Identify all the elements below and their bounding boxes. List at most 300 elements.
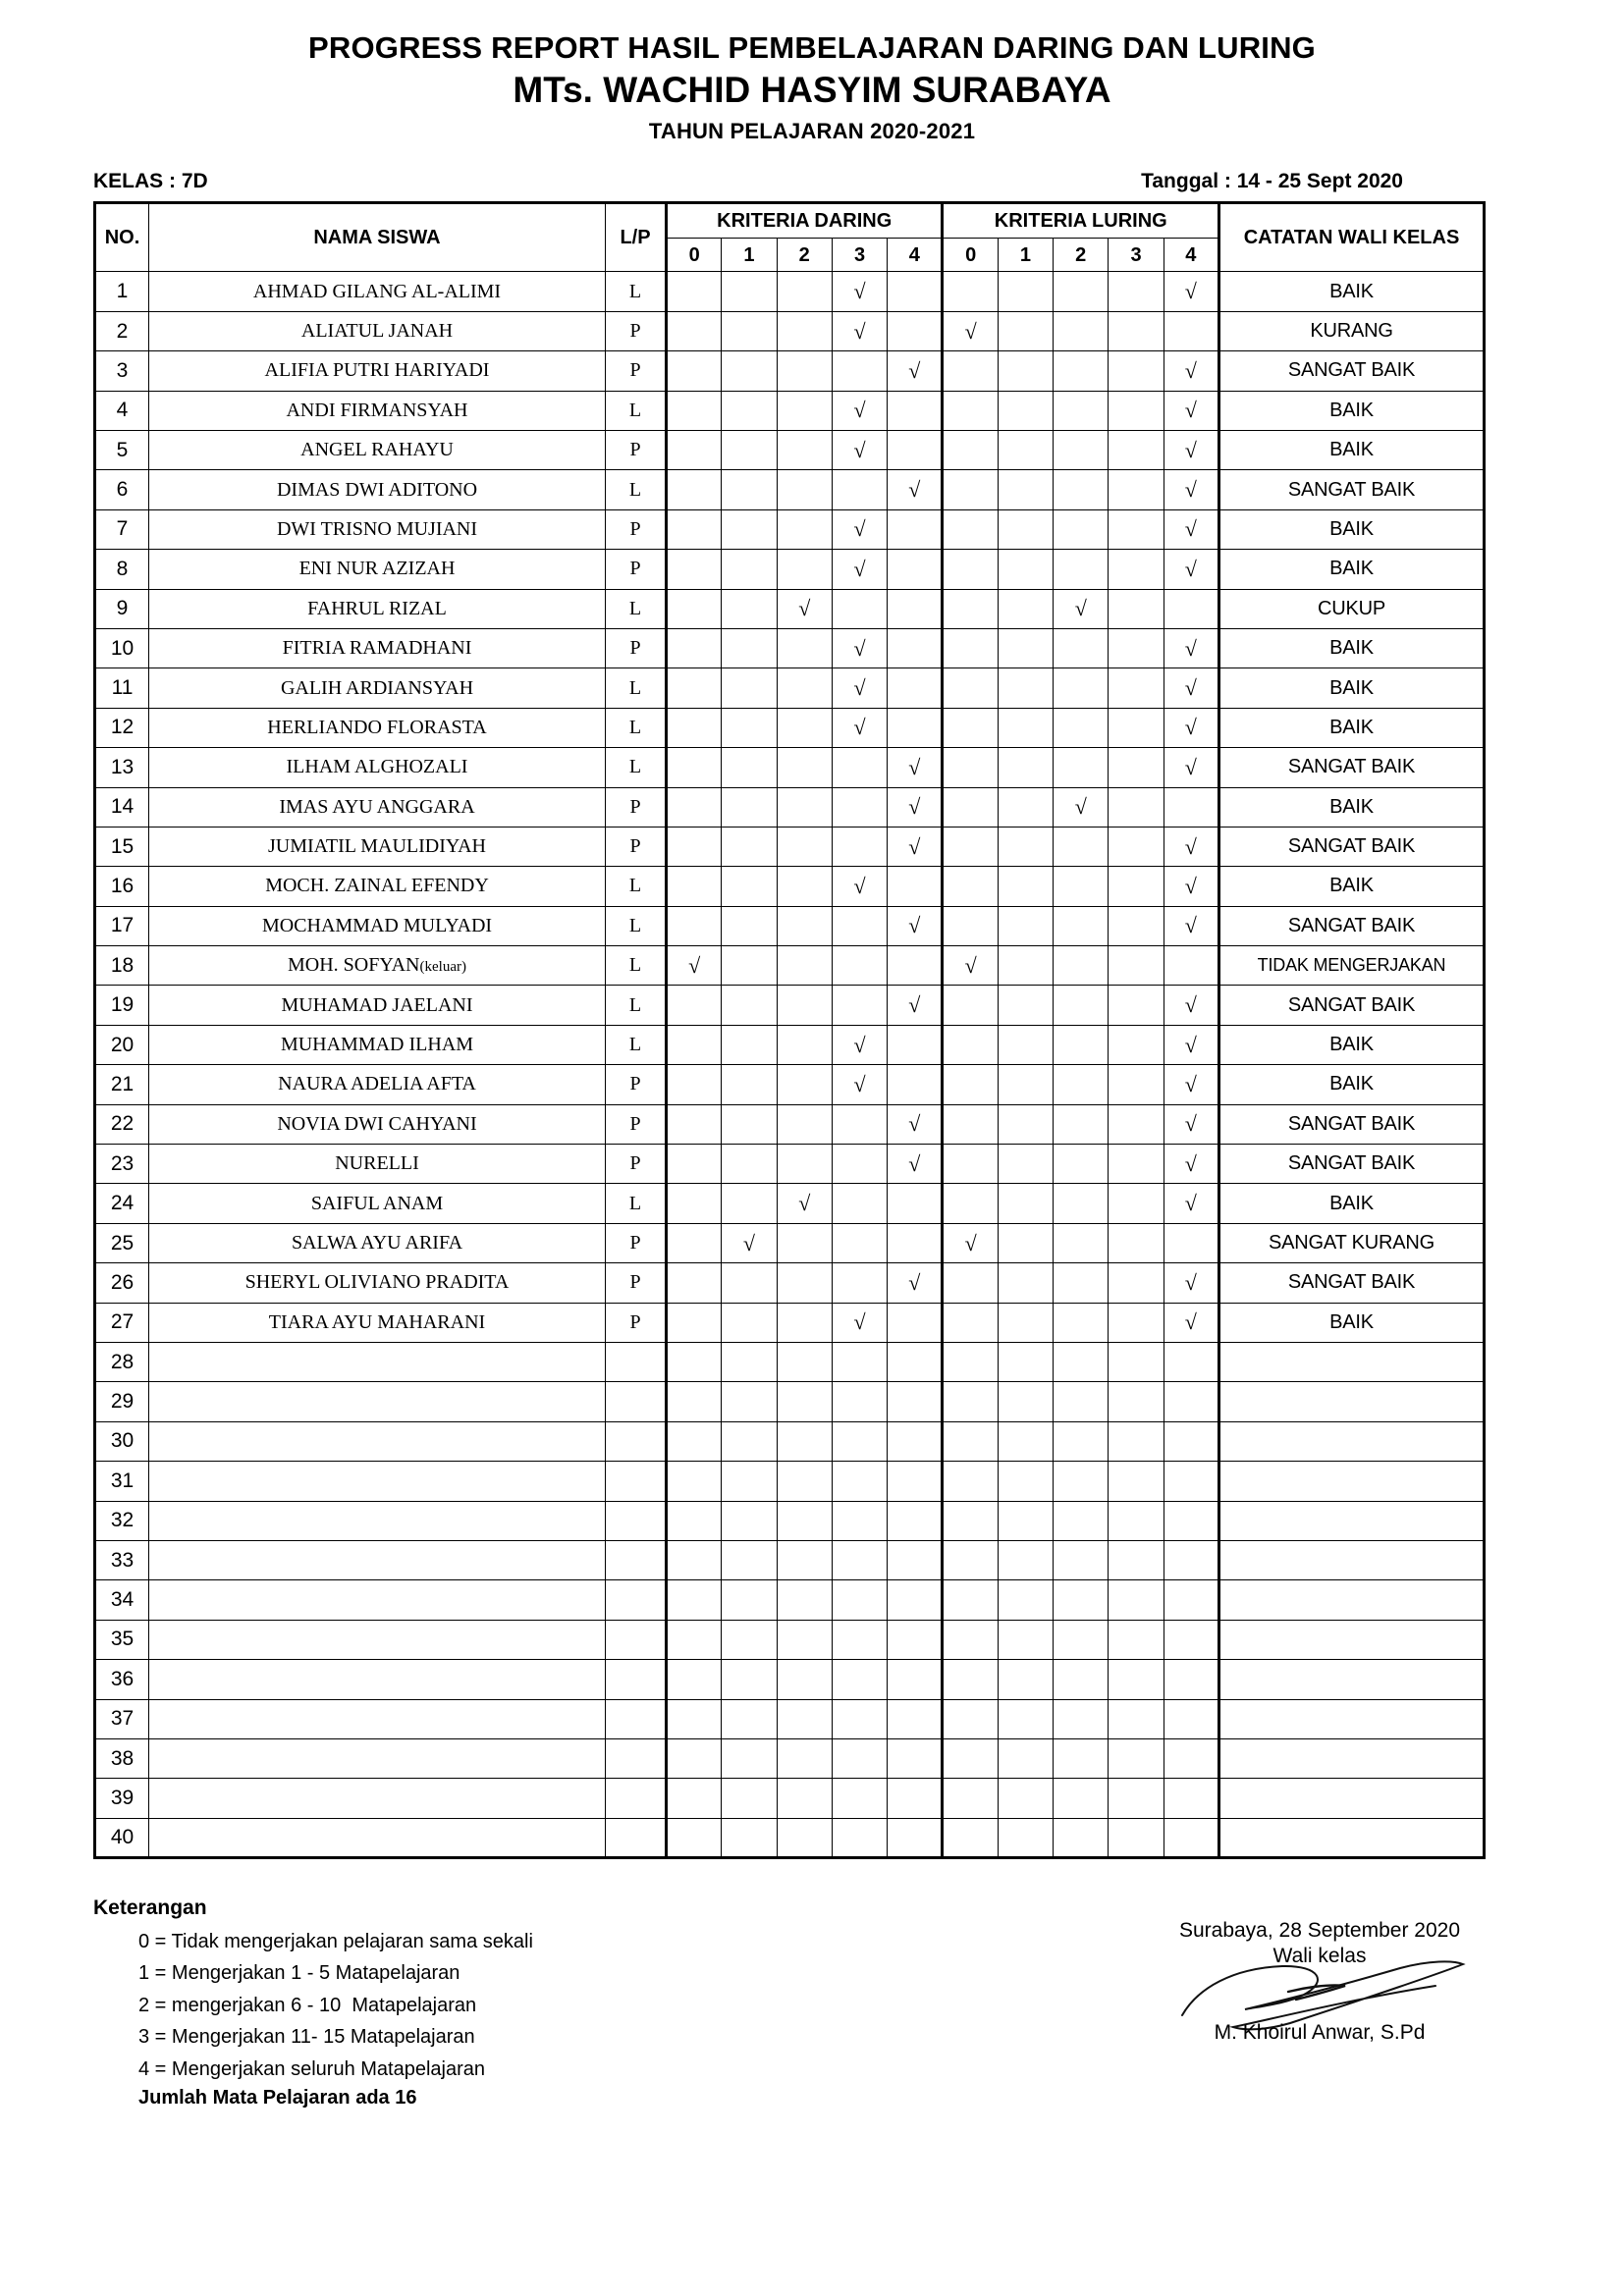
cell-luring-4[interactable]: √ <box>1164 351 1218 391</box>
cell-luring-4[interactable]: √ <box>1164 1145 1218 1184</box>
cell-luring-1[interactable] <box>998 787 1053 827</box>
cell-daring-3[interactable] <box>832 1263 887 1303</box>
cell-luring-2[interactable] <box>1054 470 1109 509</box>
table-row[interactable] <box>95 589 1485 628</box>
table-row[interactable] <box>95 311 1485 350</box>
cell-luring-0[interactable] <box>943 1025 998 1064</box>
cell-daring-1[interactable] <box>722 272 777 311</box>
cell-luring-2[interactable] <box>1054 311 1109 350</box>
cell-daring-3[interactable] <box>832 1501 887 1540</box>
cell-luring-0[interactable] <box>943 1501 998 1540</box>
cell-luring-2[interactable] <box>1054 1540 1109 1579</box>
table-row[interactable] <box>95 1104 1485 1144</box>
cell-luring-2[interactable] <box>1054 391 1109 430</box>
cell-daring-4[interactable] <box>888 1382 943 1421</box>
cell-luring-4[interactable]: √ <box>1164 1025 1218 1064</box>
cell-luring-0[interactable] <box>943 1580 998 1620</box>
cell-luring-2[interactable] <box>1054 431 1109 470</box>
cell-luring-1[interactable] <box>998 708 1053 747</box>
cell-daring-3[interactable] <box>832 1620 887 1659</box>
cell-daring-4[interactable] <box>888 628 943 667</box>
cell-luring-4[interactable] <box>1164 1421 1218 1461</box>
cell-luring-0[interactable] <box>943 986 998 1025</box>
cell-luring-4[interactable] <box>1164 1342 1218 1381</box>
cell-daring-3[interactable] <box>832 1145 887 1184</box>
cell-luring-1[interactable] <box>998 668 1053 708</box>
cell-daring-3[interactable] <box>832 1104 887 1144</box>
cell-luring-3[interactable] <box>1109 867 1164 906</box>
cell-daring-2[interactable]: √ <box>777 1184 832 1223</box>
cell-luring-1[interactable] <box>998 748 1053 787</box>
table-row[interactable] <box>95 1145 1485 1184</box>
cell-daring-1[interactable] <box>722 1263 777 1303</box>
cell-luring-4[interactable] <box>1164 1501 1218 1540</box>
cell-luring-1[interactable] <box>998 1145 1053 1184</box>
cell-daring-4[interactable]: √ <box>888 1263 943 1303</box>
cell-daring-1[interactable] <box>722 351 777 391</box>
table-row[interactable] <box>95 550 1485 589</box>
cell-luring-0[interactable] <box>943 589 998 628</box>
cell-daring-3[interactable] <box>832 906 887 945</box>
cell-daring-2[interactable] <box>777 1263 832 1303</box>
cell-daring-0[interactable] <box>667 1660 722 1699</box>
cell-daring-1[interactable] <box>722 1303 777 1342</box>
cell-daring-3[interactable] <box>832 589 887 628</box>
cell-daring-0[interactable] <box>667 1025 722 1064</box>
cell-daring-2[interactable] <box>777 509 832 549</box>
cell-daring-0[interactable] <box>667 1184 722 1223</box>
cell-daring-4[interactable] <box>888 311 943 350</box>
table-row[interactable] <box>95 1699 1485 1738</box>
cell-luring-2[interactable] <box>1054 1025 1109 1064</box>
cell-luring-3[interactable] <box>1109 1104 1164 1144</box>
cell-luring-2[interactable] <box>1054 867 1109 906</box>
table-row[interactable] <box>95 1065 1485 1104</box>
cell-luring-1[interactable] <box>998 1660 1053 1699</box>
cell-luring-1[interactable] <box>998 1184 1053 1223</box>
cell-luring-3[interactable] <box>1109 628 1164 667</box>
cell-daring-0[interactable] <box>667 311 722 350</box>
cell-luring-0[interactable] <box>943 1699 998 1738</box>
table-row[interactable] <box>95 1580 1485 1620</box>
cell-luring-1[interactable] <box>998 628 1053 667</box>
table-row[interactable] <box>95 1025 1485 1064</box>
table-row[interactable] <box>95 1342 1485 1381</box>
cell-daring-1[interactable] <box>722 1025 777 1064</box>
cell-luring-0[interactable] <box>943 1382 998 1421</box>
cell-luring-3[interactable] <box>1109 509 1164 549</box>
cell-daring-1[interactable] <box>722 1699 777 1738</box>
cell-luring-4[interactable]: √ <box>1164 1303 1218 1342</box>
cell-luring-3[interactable] <box>1109 431 1164 470</box>
cell-luring-1[interactable] <box>998 827 1053 866</box>
table-row[interactable] <box>95 986 1485 1025</box>
cell-luring-4[interactable] <box>1164 311 1218 350</box>
cell-daring-3[interactable]: √ <box>832 708 887 747</box>
cell-daring-4[interactable] <box>888 1184 943 1223</box>
cell-daring-2[interactable] <box>777 1660 832 1699</box>
cell-daring-0[interactable] <box>667 708 722 747</box>
cell-luring-4[interactable] <box>1164 787 1218 827</box>
cell-luring-1[interactable] <box>998 906 1053 945</box>
cell-luring-3[interactable] <box>1109 1065 1164 1104</box>
cell-daring-1[interactable] <box>722 986 777 1025</box>
cell-luring-4[interactable]: √ <box>1164 272 1218 311</box>
cell-daring-2[interactable] <box>777 1818 832 1857</box>
cell-daring-4[interactable] <box>888 1421 943 1461</box>
cell-daring-1[interactable] <box>722 1818 777 1857</box>
cell-luring-1[interactable] <box>998 1104 1053 1144</box>
cell-daring-3[interactable] <box>832 470 887 509</box>
cell-daring-2[interactable] <box>777 550 832 589</box>
cell-luring-4[interactable]: √ <box>1164 906 1218 945</box>
cell-daring-3[interactable] <box>832 946 887 986</box>
cell-luring-0[interactable] <box>943 272 998 311</box>
cell-luring-3[interactable] <box>1109 1699 1164 1738</box>
cell-daring-1[interactable] <box>722 946 777 986</box>
cell-daring-2[interactable] <box>777 1620 832 1659</box>
cell-luring-4[interactable]: √ <box>1164 550 1218 589</box>
cell-daring-0[interactable] <box>667 906 722 945</box>
cell-daring-2[interactable] <box>777 1501 832 1540</box>
cell-daring-4[interactable] <box>888 1738 943 1778</box>
cell-daring-0[interactable] <box>667 827 722 866</box>
cell-daring-0[interactable] <box>667 1421 722 1461</box>
cell-luring-4[interactable] <box>1164 946 1218 986</box>
cell-daring-0[interactable] <box>667 431 722 470</box>
cell-daring-2[interactable] <box>777 470 832 509</box>
table-row[interactable] <box>95 1501 1485 1540</box>
cell-luring-0[interactable] <box>943 1779 998 1818</box>
cell-daring-1[interactable] <box>722 1382 777 1421</box>
cell-daring-0[interactable] <box>667 509 722 549</box>
cell-daring-0[interactable] <box>667 1303 722 1342</box>
cell-luring-0[interactable]: √ <box>943 946 998 986</box>
cell-daring-3[interactable]: √ <box>832 431 887 470</box>
cell-daring-3[interactable]: √ <box>832 391 887 430</box>
cell-daring-4[interactable]: √ <box>888 906 943 945</box>
cell-daring-4[interactable] <box>888 867 943 906</box>
cell-luring-3[interactable] <box>1109 1342 1164 1381</box>
cell-daring-2[interactable] <box>777 787 832 827</box>
cell-daring-1[interactable] <box>722 906 777 945</box>
cell-luring-3[interactable] <box>1109 1540 1164 1579</box>
cell-luring-3[interactable] <box>1109 1580 1164 1620</box>
cell-daring-2[interactable] <box>777 1580 832 1620</box>
cell-daring-0[interactable] <box>667 668 722 708</box>
cell-daring-3[interactable] <box>832 1779 887 1818</box>
cell-daring-1[interactable] <box>722 1462 777 1501</box>
cell-daring-3[interactable] <box>832 1580 887 1620</box>
cell-daring-1[interactable] <box>722 1660 777 1699</box>
cell-luring-2[interactable] <box>1054 1738 1109 1778</box>
cell-luring-3[interactable] <box>1109 986 1164 1025</box>
cell-luring-4[interactable] <box>1164 1462 1218 1501</box>
cell-daring-1[interactable] <box>722 1580 777 1620</box>
table-row[interactable] <box>95 272 1485 311</box>
cell-luring-0[interactable] <box>943 1184 998 1223</box>
cell-luring-2[interactable] <box>1054 1421 1109 1461</box>
cell-luring-4[interactable] <box>1164 589 1218 628</box>
cell-luring-2[interactable] <box>1054 946 1109 986</box>
cell-daring-2[interactable] <box>777 1462 832 1501</box>
cell-luring-1[interactable] <box>998 1699 1053 1738</box>
cell-daring-1[interactable] <box>722 1501 777 1540</box>
cell-luring-4[interactable] <box>1164 1580 1218 1620</box>
cell-daring-3[interactable]: √ <box>832 272 887 311</box>
cell-luring-2[interactable] <box>1054 1660 1109 1699</box>
cell-daring-1[interactable] <box>722 748 777 787</box>
cell-luring-1[interactable] <box>998 1818 1053 1857</box>
cell-luring-3[interactable] <box>1109 748 1164 787</box>
cell-luring-3[interactable] <box>1109 1223 1164 1262</box>
cell-luring-3[interactable] <box>1109 946 1164 986</box>
cell-luring-0[interactable] <box>943 827 998 866</box>
cell-daring-1[interactable] <box>722 550 777 589</box>
cell-luring-4[interactable]: √ <box>1164 1065 1218 1104</box>
table-row[interactable] <box>95 1818 1485 1857</box>
cell-daring-0[interactable] <box>667 1620 722 1659</box>
cell-daring-1[interactable] <box>722 668 777 708</box>
cell-luring-2[interactable] <box>1054 1620 1109 1659</box>
cell-daring-1[interactable] <box>722 1342 777 1381</box>
cell-luring-0[interactable] <box>943 787 998 827</box>
cell-daring-2[interactable]: √ <box>777 589 832 628</box>
cell-daring-3[interactable] <box>832 1738 887 1778</box>
cell-daring-4[interactable] <box>888 1540 943 1579</box>
cell-daring-0[interactable] <box>667 1462 722 1501</box>
cell-luring-2[interactable] <box>1054 1303 1109 1342</box>
cell-daring-4[interactable] <box>888 708 943 747</box>
cell-daring-3[interactable] <box>832 1382 887 1421</box>
cell-luring-2[interactable] <box>1054 906 1109 945</box>
cell-luring-2[interactable] <box>1054 1065 1109 1104</box>
cell-luring-3[interactable] <box>1109 668 1164 708</box>
cell-luring-4[interactable]: √ <box>1164 1104 1218 1144</box>
cell-luring-1[interactable] <box>998 550 1053 589</box>
cell-luring-3[interactable] <box>1109 787 1164 827</box>
cell-daring-4[interactable]: √ <box>888 827 943 866</box>
cell-luring-0[interactable]: √ <box>943 311 998 350</box>
cell-luring-2[interactable] <box>1054 1818 1109 1857</box>
cell-luring-0[interactable] <box>943 1620 998 1659</box>
cell-luring-1[interactable] <box>998 1540 1053 1579</box>
cell-luring-0[interactable] <box>943 1145 998 1184</box>
cell-luring-2[interactable] <box>1054 1223 1109 1262</box>
cell-luring-2[interactable] <box>1054 1382 1109 1421</box>
cell-luring-3[interactable] <box>1109 311 1164 350</box>
cell-daring-0[interactable] <box>667 1699 722 1738</box>
cell-daring-3[interactable] <box>832 1342 887 1381</box>
cell-daring-4[interactable] <box>888 509 943 549</box>
cell-luring-4[interactable]: √ <box>1164 470 1218 509</box>
cell-luring-3[interactable] <box>1109 272 1164 311</box>
cell-daring-4[interactable] <box>888 1620 943 1659</box>
cell-luring-2[interactable] <box>1054 668 1109 708</box>
cell-luring-4[interactable] <box>1164 1382 1218 1421</box>
cell-luring-0[interactable] <box>943 867 998 906</box>
cell-luring-4[interactable]: √ <box>1164 748 1218 787</box>
cell-daring-2[interactable] <box>777 1540 832 1579</box>
cell-luring-0[interactable] <box>943 431 998 470</box>
table-row[interactable] <box>95 1184 1485 1223</box>
cell-luring-1[interactable] <box>998 272 1053 311</box>
cell-luring-4[interactable] <box>1164 1620 1218 1659</box>
cell-daring-4[interactable] <box>888 589 943 628</box>
table-row[interactable] <box>95 351 1485 391</box>
cell-luring-0[interactable] <box>943 1818 998 1857</box>
table-row[interactable] <box>95 867 1485 906</box>
cell-luring-0[interactable] <box>943 748 998 787</box>
cell-luring-3[interactable] <box>1109 1779 1164 1818</box>
cell-daring-0[interactable] <box>667 391 722 430</box>
cell-daring-3[interactable] <box>832 986 887 1025</box>
cell-daring-0[interactable] <box>667 787 722 827</box>
cell-luring-1[interactable] <box>998 946 1053 986</box>
cell-daring-3[interactable]: √ <box>832 509 887 549</box>
cell-daring-4[interactable] <box>888 391 943 430</box>
cell-daring-0[interactable] <box>667 1501 722 1540</box>
cell-daring-4[interactable] <box>888 1699 943 1738</box>
cell-luring-1[interactable] <box>998 1025 1053 1064</box>
cell-luring-4[interactable]: √ <box>1164 509 1218 549</box>
cell-luring-0[interactable] <box>943 391 998 430</box>
cell-luring-1[interactable] <box>998 1223 1053 1262</box>
cell-daring-2[interactable] <box>777 1025 832 1064</box>
cell-daring-0[interactable]: √ <box>667 946 722 986</box>
cell-daring-2[interactable] <box>777 906 832 945</box>
cell-daring-3[interactable]: √ <box>832 311 887 350</box>
cell-daring-4[interactable]: √ <box>888 1145 943 1184</box>
cell-daring-2[interactable] <box>777 351 832 391</box>
table-row[interactable] <box>95 1263 1485 1303</box>
cell-luring-2[interactable] <box>1054 827 1109 866</box>
cell-luring-3[interactable] <box>1109 1738 1164 1778</box>
cell-daring-0[interactable] <box>667 1342 722 1381</box>
cell-daring-3[interactable] <box>832 1421 887 1461</box>
cell-luring-2[interactable] <box>1054 1342 1109 1381</box>
cell-daring-4[interactable] <box>888 1462 943 1501</box>
cell-luring-4[interactable] <box>1164 1540 1218 1579</box>
cell-luring-4[interactable] <box>1164 1660 1218 1699</box>
table-row[interactable] <box>95 946 1485 986</box>
cell-luring-3[interactable] <box>1109 550 1164 589</box>
cell-luring-3[interactable] <box>1109 827 1164 866</box>
cell-daring-2[interactable] <box>777 272 832 311</box>
cell-daring-1[interactable] <box>722 1065 777 1104</box>
cell-luring-2[interactable] <box>1054 748 1109 787</box>
cell-luring-3[interactable] <box>1109 391 1164 430</box>
cell-daring-1[interactable] <box>722 1540 777 1579</box>
cell-daring-4[interactable] <box>888 1501 943 1540</box>
cell-daring-0[interactable] <box>667 1145 722 1184</box>
cell-daring-0[interactable] <box>667 1382 722 1421</box>
cell-luring-1[interactable] <box>998 1620 1053 1659</box>
cell-daring-2[interactable] <box>777 748 832 787</box>
cell-luring-4[interactable] <box>1164 1223 1218 1262</box>
cell-luring-3[interactable] <box>1109 708 1164 747</box>
cell-luring-1[interactable] <box>998 1342 1053 1381</box>
cell-luring-2[interactable] <box>1054 509 1109 549</box>
cell-daring-0[interactable] <box>667 1580 722 1620</box>
cell-daring-4[interactable] <box>888 431 943 470</box>
cell-luring-2[interactable]: √ <box>1054 589 1109 628</box>
cell-daring-2[interactable] <box>777 1699 832 1738</box>
cell-luring-4[interactable]: √ <box>1164 391 1218 430</box>
cell-luring-3[interactable] <box>1109 351 1164 391</box>
cell-daring-2[interactable] <box>777 708 832 747</box>
cell-daring-4[interactable] <box>888 272 943 311</box>
cell-daring-1[interactable] <box>722 1779 777 1818</box>
cell-luring-3[interactable] <box>1109 1660 1164 1699</box>
cell-luring-2[interactable] <box>1054 351 1109 391</box>
cell-luring-4[interactable]: √ <box>1164 867 1218 906</box>
cell-daring-2[interactable] <box>777 1421 832 1461</box>
cell-luring-3[interactable] <box>1109 589 1164 628</box>
cell-daring-0[interactable] <box>667 1738 722 1778</box>
cell-daring-2[interactable] <box>777 946 832 986</box>
cell-luring-3[interactable] <box>1109 1501 1164 1540</box>
cell-daring-3[interactable]: √ <box>832 1303 887 1342</box>
cell-daring-1[interactable]: √ <box>722 1223 777 1262</box>
cell-luring-1[interactable] <box>998 351 1053 391</box>
cell-daring-3[interactable] <box>832 1223 887 1262</box>
cell-daring-1[interactable] <box>722 1620 777 1659</box>
cell-luring-3[interactable] <box>1109 1025 1164 1064</box>
cell-luring-1[interactable] <box>998 1501 1053 1540</box>
cell-luring-0[interactable] <box>943 1342 998 1381</box>
cell-luring-2[interactable] <box>1054 550 1109 589</box>
cell-luring-1[interactable] <box>998 1738 1053 1778</box>
cell-daring-2[interactable] <box>777 1223 832 1262</box>
cell-luring-1[interactable] <box>998 509 1053 549</box>
cell-daring-2[interactable] <box>777 827 832 866</box>
cell-daring-0[interactable] <box>667 867 722 906</box>
cell-daring-3[interactable] <box>832 351 887 391</box>
cell-daring-3[interactable]: √ <box>832 1065 887 1104</box>
cell-daring-2[interactable] <box>777 986 832 1025</box>
cell-daring-4[interactable] <box>888 1779 943 1818</box>
cell-luring-3[interactable] <box>1109 1303 1164 1342</box>
table-row[interactable] <box>95 628 1485 667</box>
cell-luring-1[interactable] <box>998 1065 1053 1104</box>
cell-daring-1[interactable] <box>722 1738 777 1778</box>
cell-luring-4[interactable]: √ <box>1164 668 1218 708</box>
cell-luring-3[interactable] <box>1109 1263 1164 1303</box>
cell-daring-1[interactable] <box>722 708 777 747</box>
cell-daring-0[interactable] <box>667 1779 722 1818</box>
table-row[interactable] <box>95 509 1485 549</box>
table-row[interactable] <box>95 748 1485 787</box>
cell-luring-2[interactable] <box>1054 1104 1109 1144</box>
cell-luring-2[interactable] <box>1054 1779 1109 1818</box>
cell-daring-1[interactable] <box>722 311 777 350</box>
cell-daring-4[interactable] <box>888 1818 943 1857</box>
cell-luring-1[interactable] <box>998 1303 1053 1342</box>
table-row[interactable] <box>95 1738 1485 1778</box>
cell-daring-3[interactable] <box>832 787 887 827</box>
cell-daring-0[interactable] <box>667 1818 722 1857</box>
table-row[interactable] <box>95 827 1485 866</box>
cell-daring-2[interactable] <box>777 628 832 667</box>
cell-luring-4[interactable]: √ <box>1164 628 1218 667</box>
cell-daring-0[interactable] <box>667 628 722 667</box>
cell-daring-0[interactable] <box>667 351 722 391</box>
cell-daring-3[interactable] <box>832 1540 887 1579</box>
cell-luring-2[interactable] <box>1054 272 1109 311</box>
cell-luring-1[interactable] <box>998 1779 1053 1818</box>
cell-luring-0[interactable] <box>943 1303 998 1342</box>
